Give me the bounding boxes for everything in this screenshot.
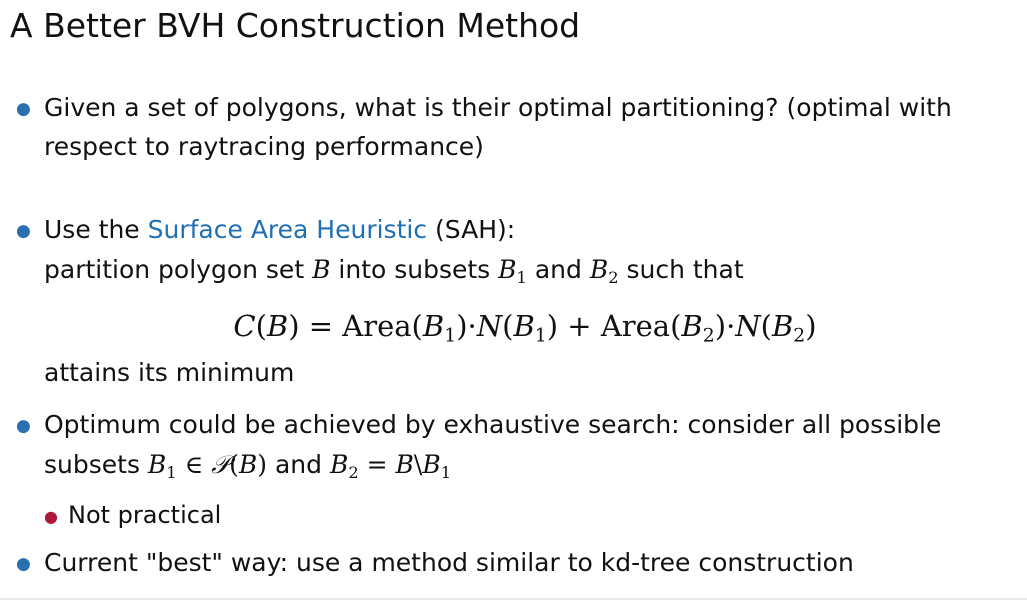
subscript: 1 — [444, 325, 457, 347]
subscript: 1 — [534, 325, 547, 347]
subscript: 2 — [793, 325, 806, 347]
bullet-2-prefix: Use the — [44, 215, 148, 244]
math-b: B — [238, 450, 258, 479]
bullet-dot: ● — [16, 416, 31, 436]
surface-area-heuristic-link[interactable]: Surface Area Heuristic — [147, 215, 428, 244]
math-area: Area — [600, 309, 671, 343]
math-b2: B — [589, 255, 609, 284]
bullet-1-line-1: Given a set of polygons, what is their optimal partitioning? (optimal with — [44, 93, 952, 122]
sah-formula: C(B) = Area(B1)·N(B1) + Area(B2)·N(B2) — [233, 309, 817, 347]
text-span: into subsets — [330, 255, 499, 284]
math-b: B — [771, 309, 794, 343]
bullet-dot: ● — [16, 99, 31, 119]
math-setminus: \ — [413, 450, 423, 479]
bullet-4-line-1: Current "best" way: use a method similar to kd-tree construction — [44, 548, 854, 577]
bullet-3-line-1: Optimum could be achieved by exhaustive search: consider all possible — [44, 410, 942, 439]
math-area: Area — [342, 309, 412, 343]
text-span: subsets — [44, 450, 148, 479]
math-dot: · — [726, 309, 736, 343]
math-b: B — [329, 450, 349, 479]
text-span: and — [526, 255, 590, 284]
math-eq: = — [366, 450, 388, 479]
math-powerset: 𝒫 — [211, 450, 230, 479]
math-b: B — [422, 309, 445, 343]
math-b: B — [147, 450, 167, 479]
math-c: C — [233, 309, 256, 343]
subscript: 2 — [348, 462, 359, 482]
math-b1: B — [498, 255, 517, 284]
math-b: B — [422, 450, 441, 479]
math-n: N — [476, 309, 503, 343]
sub-bullet-dot: ● — [44, 507, 58, 526]
bullet-3-line-2: subsets B1 ∈ 𝒫(B) and B2 = B\B1 — [44, 450, 452, 482]
math-b: B — [395, 450, 414, 479]
math-plus: + — [567, 309, 592, 343]
subscript: 2 — [608, 267, 619, 287]
math-b: B — [312, 255, 331, 284]
slide-title: A Better BVH Construction Method — [10, 6, 581, 45]
bullet-2-suffix: (SAH): — [427, 215, 516, 244]
math-n: N — [735, 309, 761, 343]
math-eq: = — [308, 309, 334, 343]
bullet-1-line-2: respect to raytracing performance) — [44, 132, 484, 161]
math-in: ∈ — [184, 450, 204, 479]
math-dot: · — [467, 309, 477, 343]
math-b: B — [266, 309, 289, 343]
subscript: 1 — [440, 462, 452, 482]
bullet-dot: ● — [16, 221, 31, 241]
sub-bullet-text: Not practical — [68, 501, 222, 529]
text-span: such that — [618, 255, 744, 284]
text-span: partition polygon set — [44, 255, 313, 284]
bullet-dot: ● — [16, 554, 31, 574]
math-b: B — [681, 309, 703, 343]
subscript: 1 — [516, 267, 527, 287]
subscript: 1 — [166, 462, 177, 482]
bullet-2-after: attains its minimum — [44, 358, 295, 387]
text-span: and — [267, 450, 330, 479]
math-b: B — [513, 309, 535, 343]
bullet-2-line-1 — [44, 210, 515, 250]
subscript: 2 — [702, 325, 715, 347]
bullet-2-line-2 — [44, 250, 744, 298]
